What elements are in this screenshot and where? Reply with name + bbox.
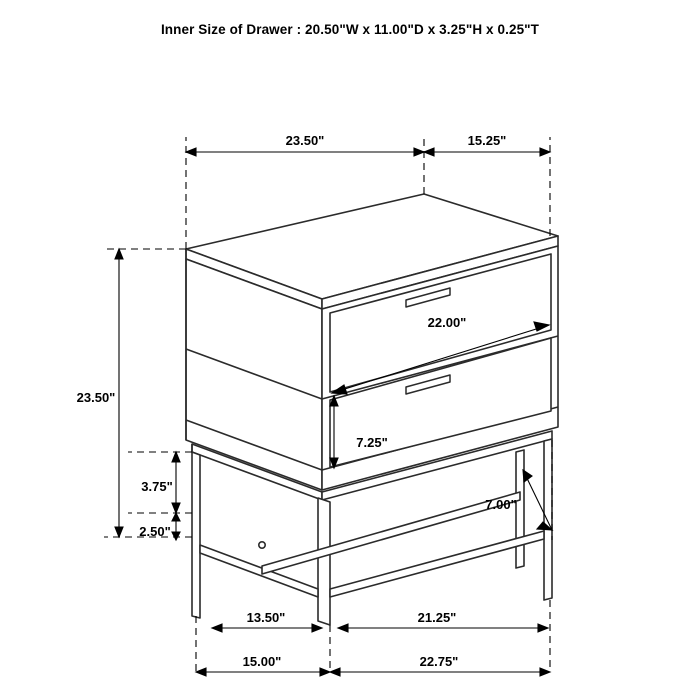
arrow-height-bottom (115, 527, 123, 537)
leg-front-right (318, 498, 330, 625)
arrow-top-right-end (540, 148, 550, 156)
arrow-top-left-end (414, 148, 424, 156)
arrow-base-lower-bottom (172, 532, 180, 540)
label-base-upper: 3.75" (141, 479, 173, 494)
stretcher-front-lower (200, 545, 318, 597)
arrow-bi-left-end (312, 624, 322, 632)
page-title: Inner Size of Drawer : 20.50"W x 11.00"D x 3.25"H x 0.25"T (160, 22, 540, 37)
arrow-bo-left-end (320, 668, 330, 676)
label-bottom-inner-right: 21.25" (417, 610, 457, 625)
arrow-bi-left-start (212, 624, 222, 632)
label-top-left: 23.50" (285, 133, 325, 148)
arrow-bo-right-start (330, 668, 340, 676)
arrow-bi-right-end (538, 624, 548, 632)
stretcher-joint-detail (259, 542, 265, 548)
arrow-bi-right-start (338, 624, 348, 632)
label-base-lower: 2.50" (139, 524, 171, 539)
nightstand-illustration (186, 194, 558, 625)
arrow-bo-right-end (540, 668, 550, 676)
arrow-base-lower-top (172, 513, 180, 521)
label-drawer-height: 7.25" (356, 435, 388, 450)
arrow-height-top (115, 249, 123, 259)
arrow-bo-left-start (196, 668, 206, 676)
leg-front-left (192, 452, 200, 618)
label-bottom-inner-left: 13.50" (246, 610, 286, 625)
label-bottom-outer-right: 22.75" (419, 654, 459, 669)
label-top-right: 15.25" (467, 133, 507, 148)
arrow-top-left-start (186, 148, 196, 156)
arrow-top-right-start (424, 148, 434, 156)
stretcher-center-brace (262, 492, 520, 574)
leg-back-right (544, 439, 552, 600)
leg-back-left (516, 450, 524, 568)
label-bottom-outer-left: 15.00" (242, 654, 282, 669)
label-drawer-width: 22.00" (427, 315, 467, 330)
arrow-base-upper-top (172, 452, 180, 462)
label-side-depth: 7.00" (485, 497, 517, 512)
label-overall-height: 23.50" (76, 390, 116, 405)
arrow-base-upper-bottom (172, 503, 180, 513)
